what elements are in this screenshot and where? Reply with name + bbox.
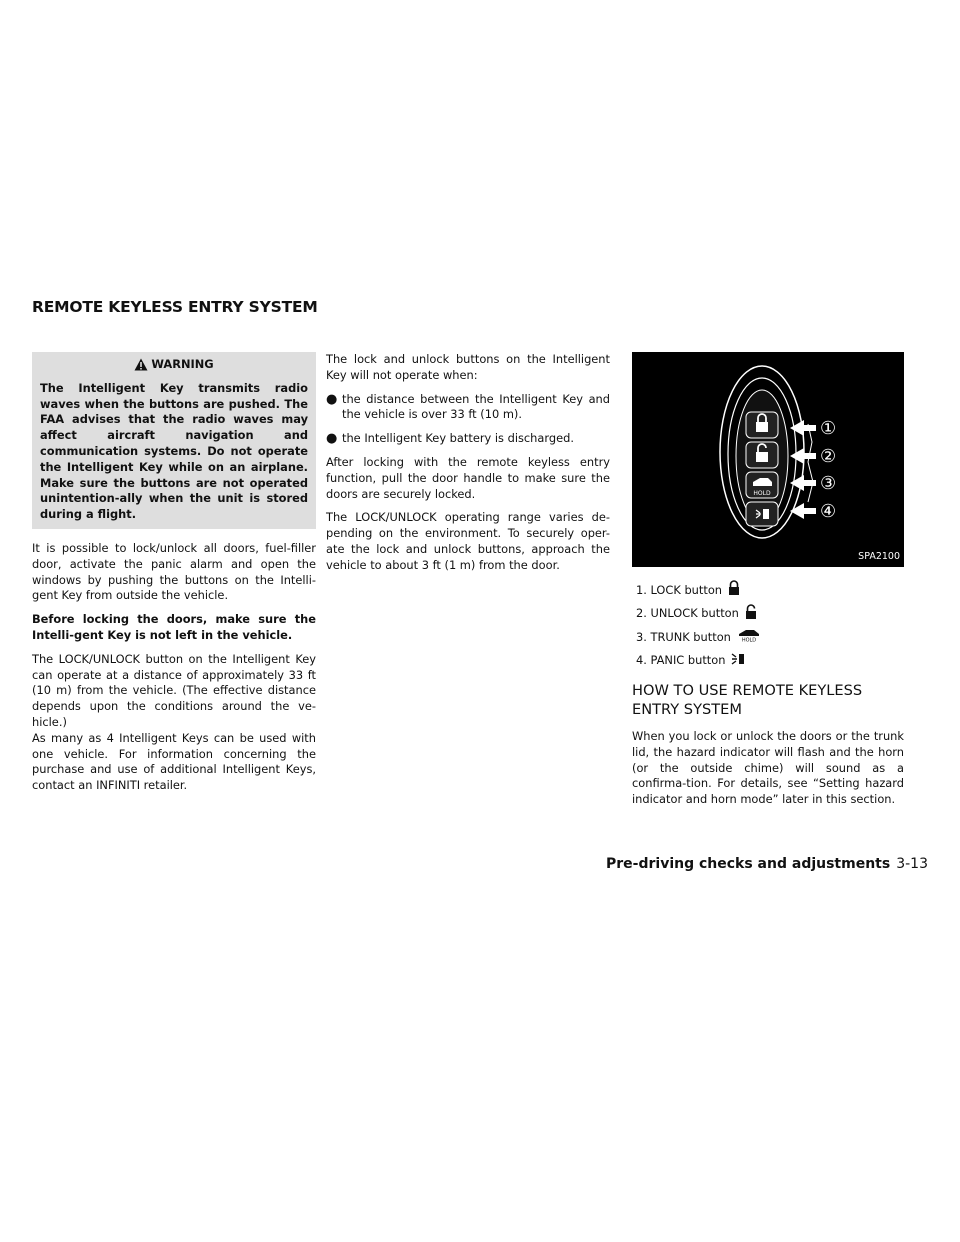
bullet-dot: ●	[326, 391, 338, 407]
bullet-item	[326, 392, 610, 424]
figure-label: SPA2100	[858, 551, 900, 563]
paragraph: The lock and unlock buttons on the Intelligent Key will not operate when:	[326, 352, 610, 382]
list-item-label: 4. PANIC button	[636, 653, 726, 668]
paragraph: As many as 4 Intelligent Keys can be used with one vehicle. For information concerning the purchase and use of additional Intelligent Keys, contact an INFINITI retailer.	[32, 730, 316, 793]
button-list	[632, 579, 904, 673]
callout-2: ②	[820, 446, 837, 467]
column-1	[32, 352, 316, 802]
paragraph: It is possible to lock/unlock all doors, fuel-filler door, activate the panic alarm and open the windows by pushing the buttons on the Intelli-gent Key from outside the vehicle.	[32, 540, 316, 603]
bullet-text: the Intelligent Key battery is discharged.	[342, 431, 574, 446]
bullet-text: the distance between the Intelligent Key and the vehicle is over 33 ft (10 m).	[342, 391, 610, 422]
unlock-icon	[745, 604, 757, 625]
warning-icon	[134, 358, 148, 371]
callout-4: ④	[820, 501, 837, 522]
paragraph: After locking with the remote keyless entry function, pull the door handle to make sure the doors are securely locked.	[326, 454, 610, 501]
list-item-label: 2. UNLOCK button	[636, 606, 739, 621]
hold-text: HOLD	[741, 637, 757, 643]
warning-heading-text: WARNING	[151, 357, 214, 371]
column-2	[326, 352, 610, 582]
paragraph: The LOCK/UNLOCK operating range varies de-pending on the environment. To securely oper-ate the lock and unlock buttons, approach the vehicle to about 3 ft (1 m) from the door.	[326, 510, 610, 572]
list-item	[632, 650, 904, 674]
list-item	[632, 626, 904, 650]
column-3	[632, 352, 904, 816]
bullet-item	[326, 431, 610, 447]
section-title: REMOTE KEYLESS ENTRY SYSTEM	[32, 298, 318, 316]
trunk-icon	[737, 628, 761, 647]
paragraph-bold: Before locking the doors, make sure the Intelli-gent Key is not left in the vehicle.	[32, 612, 316, 642]
list-item	[632, 603, 904, 627]
subsection-title: HOW TO USE REMOTE KEYLESS ENTRY SYSTEM	[632, 682, 863, 718]
callout-1: ①	[820, 418, 837, 439]
hold-text: HOLD	[753, 490, 771, 497]
paragraph: The LOCK/UNLOCK button on the Intelligent Key can operate at a distance of approximately 33 ft (10 m) from the vehicle. (The effective distance depends upon the conditions around the ve-hicle.)	[32, 651, 316, 729]
intelligent-key-figure	[632, 352, 904, 567]
chapter-title: Pre-driving checks and adjustments	[606, 856, 891, 872]
list-item	[632, 579, 904, 603]
paragraph: When you lock or unlock the doors or the trunk lid, the hazard indicator will flash and the horn (or the outside chime) will sound as a confirma-tion. For details, see “Setting hazard indicator and horn mode” later in this section.	[632, 729, 904, 807]
page-number: 3-13	[896, 856, 928, 872]
list-item-label: 3. TRUNK button	[636, 629, 731, 644]
warning-text: The Intelligent Key transmits radio waves when the buttons are pushed. The FAA advises that the radio waves may affect aircraft navigation and communication systems. Do not operate the Intelligent Key while on an airplane. Make sure the buttons are not operated unintention-ally when the unit is stored during a flight.	[40, 380, 308, 522]
list-item-label: 1. LOCK button	[636, 582, 723, 597]
lock-icon	[728, 580, 740, 601]
callout-3: ③	[820, 473, 837, 494]
panic-icon	[731, 652, 745, 671]
page-footer	[606, 856, 928, 872]
bullet-dot: ●	[326, 431, 338, 447]
warning-heading	[40, 357, 308, 373]
warning-box	[32, 352, 316, 529]
intelligent-key-illustration	[632, 352, 904, 567]
